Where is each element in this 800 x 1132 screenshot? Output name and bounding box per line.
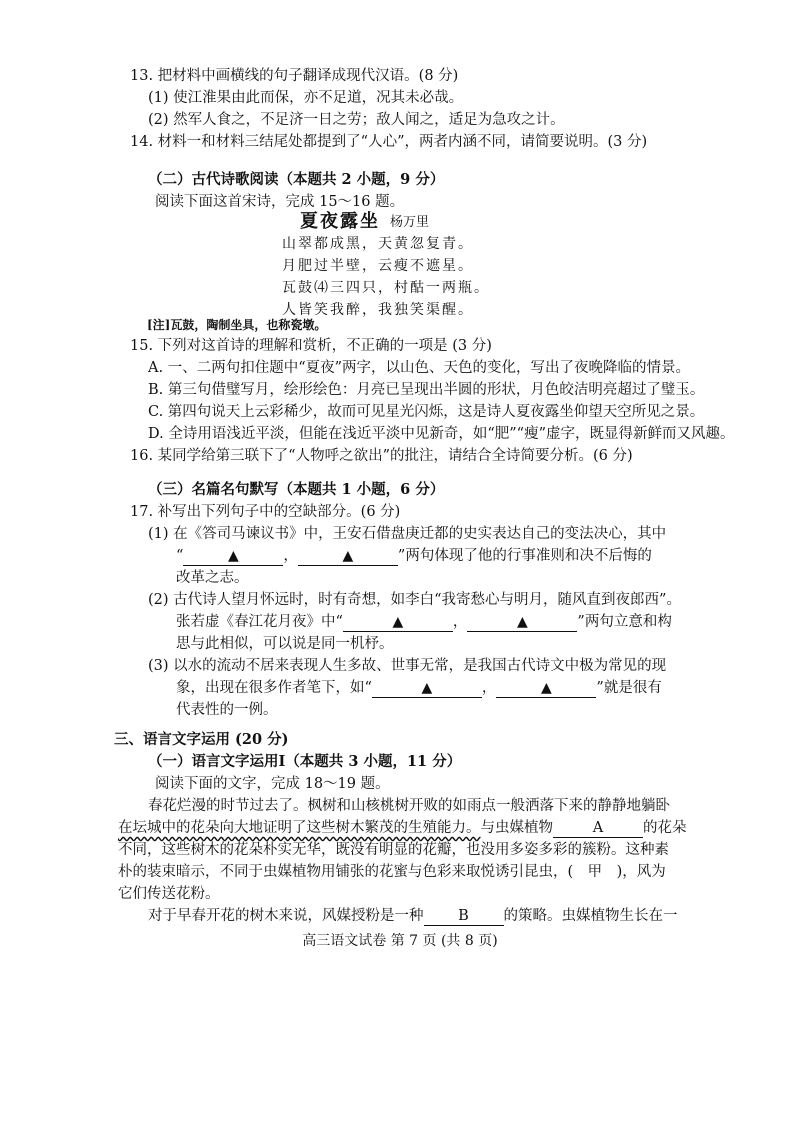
wavy-underlined-sentence: 在坛城中的花朵向大地证明了这些树木繁茂的生殖能力。 (118, 820, 481, 836)
triangle-icon: ▲ (541, 680, 552, 696)
triangle-icon: ▲ (342, 548, 354, 564)
passage-line-3: 不同，这些树木的花朵朴实无华，既没有明显的花瓣，也没用多姿多彩的簇粉。这种素 (118, 842, 669, 858)
q17-item-1-line-2: “ ▲ ， ▲ ”两句体现了他的行事准则和决不后悔的 (176, 548, 652, 564)
q16-stem: 16. 某同学给第三联下了“人物呼之欲出”的批注，请结合全诗简要分析。(6 分) (130, 448, 633, 464)
answer-blank[interactable] (298, 547, 398, 566)
q17-stem: 17. 补写出下列句子中的空缺部分。(6 分) (130, 504, 401, 520)
poem-line-1: 山翠都成黑，天黄忽复青。 (282, 236, 474, 252)
triangle-icon: ▲ (392, 614, 404, 630)
q17-item-2-line-3: 思与此相似，可以说是同一机杼。 (176, 636, 394, 652)
q17-item-3-line-3: 代表性的一例。 (176, 702, 278, 718)
answer-blank[interactable] (343, 613, 453, 632)
q13-stem: 13. 把材料中画横线的句子翻译成现代汉语。(8 分) (130, 68, 459, 84)
triangle-icon: ▲ (517, 614, 528, 630)
passage-line-1: 春花烂漫的时节过去了。枫树和山核桃树开败的如雨点一般洒落下来的静静地躺卧 (148, 798, 670, 814)
triangle-icon: ▲ (421, 680, 433, 696)
part3-intro: 阅读下面的文字，完成 18～19 题。 (155, 776, 390, 792)
passage-line-5: 它们传送花粉。 (118, 886, 220, 902)
q14-stem: 14. 材料一和材料三结尾处都提到了“人心”，两者内涵不同，请简要说明。(3 分) (130, 134, 648, 150)
q13-sentence-1: (1) 使江淮果由此而保，亦不足道，况其未必哉。 (148, 90, 464, 106)
section-poetry-heading: （二）古代诗歌阅读（本题共 2 小题，9 分） (148, 171, 445, 188)
q17-item-1-line-3: 改革之志。 (176, 570, 249, 586)
triangle-icon: ▲ (228, 548, 239, 564)
answer-blank[interactable] (467, 613, 577, 632)
q17-item-1-line-1: (1) 在《答司马谏议书》中，王安石借盘庚迁都的史实表达自己的变法决心，其中 (148, 526, 667, 542)
passage-line-2: 在坛城中的花朵向大地证明了这些树木繁茂的生殖能力。与虫媒植物 A 的花朵 (118, 820, 687, 836)
q15-option-c: C. 第四句说天上云彩稀少，故而可见星光闪烁，这是诗人夏夜露坐仰望天空所见之景。 (148, 404, 705, 420)
q15-option-d: D. 全诗用语浅近平淡，但能在浅近平淡中见新奇，如“肥”“瘦”虚字，既显得新鲜而又风趣。 (148, 426, 735, 442)
q13-sentence-2: (2) 然军人食之，不足济一日之劳；敌人闻之，适足为急攻之计。 (148, 112, 565, 128)
q17-item-2-line-1: (2) 古代诗人望月怀远时，时有奇想，如李白“我寄愁心与明月，随风直到夜郎西”。 (148, 592, 681, 608)
answer-blank[interactable] (372, 679, 482, 698)
answer-blank[interactable] (496, 679, 596, 698)
page-footer: 高三语文试卷 第 7 页 (共 8 页) (302, 933, 498, 949)
passage-line-4: 朴的装束暗示，不同于虫媒植物用铺张的花蜜与色彩来取悦诱引昆虫，( 甲 )，风为 (118, 864, 666, 880)
blank-b[interactable]: B (424, 907, 504, 926)
q15-option-a: A. 一、二两句扣住题中“夏夜”两字，以山色、天色的变化，写出了夜晚降临的情景。 (148, 360, 691, 376)
q17-item-3-line-2: 象，出现在很多作者笔下，如“ ▲ ， ▲ ”就是很有 (176, 680, 662, 696)
blank-a[interactable]: A (553, 819, 643, 838)
poem-note: [注]瓦鼓，陶制坐具，也称瓷墩。 (147, 318, 327, 332)
q15-option-b: B. 第三句借璧写月，绘形绘色：月亮已呈现出半圆的形状，月色皎洁明亮超过了璧玉。 (148, 382, 705, 398)
poem-author: 杨万里 (390, 215, 430, 230)
part3-heading: 三、语言文字运用 (20 分) (114, 731, 289, 748)
poem-title: 夏夜露坐 (300, 211, 380, 232)
part3-sub-heading: （一）语言文字运用Ⅰ（本题共 3 小题，11 分） (148, 753, 462, 770)
passage-line-6: 对于早春开花的树木来说，风媒授粉是一种 B 的策略。虫媒植物生长在一 (148, 908, 678, 924)
q15-stem: 15. 下列对这首诗的理解和赏析，不正确的一项是 (3 分) (130, 338, 492, 354)
section-recitation-heading: （三）名篇名句默写（本题共 1 小题，6 分） (148, 481, 445, 498)
q17-item-2-line-2: 张若虚《春江花月夜》中“ ▲ ， ▲ ”两句立意和构 (176, 614, 672, 630)
poem-line-3: 瓦鼓⑷三四只，村酤一两瓶。 (282, 280, 490, 296)
poem-line-4: 人皆笑我醉，我独笑渠醒。 (282, 302, 474, 318)
poem-line-2: 月肥过半壁，云瘦不遮星。 (282, 258, 474, 274)
answer-blank[interactable] (183, 547, 283, 566)
section-poetry-intro: 阅读下面这首宋诗，完成 15～16 题。 (155, 194, 405, 210)
q17-item-3-line-1: (3) 以水的流动不居来表现人生多故、世事无常，是我国古代诗文中极为常见的现 (148, 658, 667, 674)
